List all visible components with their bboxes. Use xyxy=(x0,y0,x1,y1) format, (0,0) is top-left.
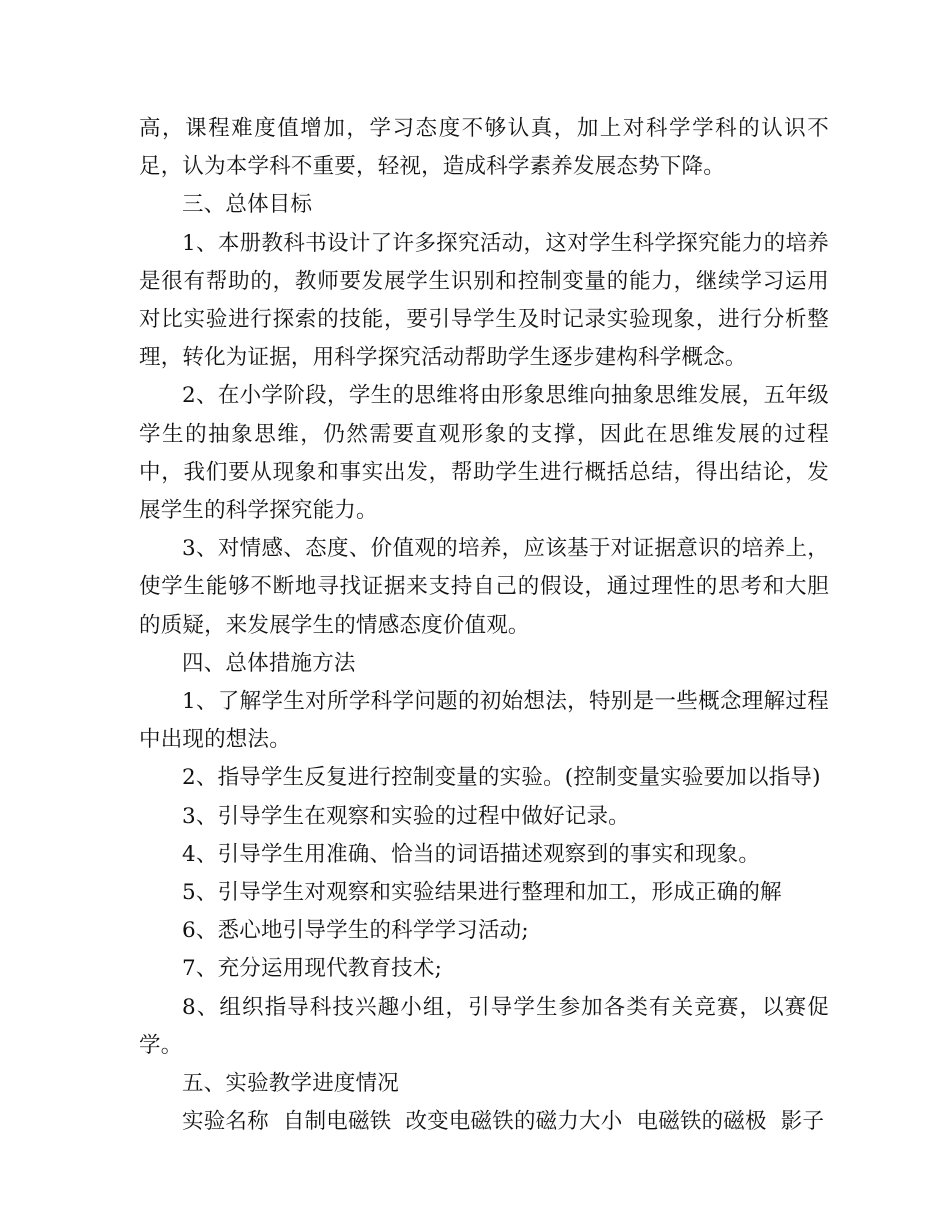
paragraph-measure-4: 4、引导学生用准确、恰当的词语描述观察到的事实和现象。 xyxy=(182,841,761,867)
section-heading-experiment-progress: 五、实验教学进度情况 xyxy=(182,1071,400,1097)
paragraph-measure-3: 3、引导学生在观察和实验的过程中做好记录。 xyxy=(182,803,630,829)
paragraph-goal-3: 3、对情感、态度、价值观的培养，应该基于对证据意识的培养上，使学生能够不断地寻找证据来支持自己的假设，通过理性的思考和大胆的质疑，来发展学生的情感态度价值观。 xyxy=(139,536,829,638)
paragraph-measure-8: 8、组织指导科技兴趣小组，引导学生参加各类有关竞赛，以赛促学。 xyxy=(139,994,829,1058)
paragraph-goal-1: 1、本册教科书设计了许多探究活动，这对学生科学探究能力的培养是很有帮助的，教师要发展学生识别和控制变量的能力，继续学习运用对比实验进行探索的技能，要引导学生及时记录实验现象，进行分析整理，转化为证据，用科学探究活动帮助学生逐步建构科学概念。 xyxy=(139,230,829,371)
paragraph-measure-2: 2、指导学生反复进行控制变量的实验。(控制变量实验要加以指导) xyxy=(182,765,821,791)
paragraph-goal-2: 2、在小学阶段，学生的思维将由形象思维向抽象思维发展，五年级学生的抽象思维，仍然需要直观形象的支撑，因此在思维发展的过程中，我们要从现象和事实出发，帮助学生进行概括总结，得出结论，发展学生的科学探究能力。 xyxy=(139,383,829,524)
paragraph-experiment-list: 实验名称 自制电磁铁 改变电磁铁的磁力大小 电磁铁的磁极 影子 xyxy=(182,1109,825,1135)
paragraph-measure-6: 6、悉心地引导学生的科学学习活动; xyxy=(182,918,529,944)
paragraph-measure-1: 1、了解学生对所学科学问题的初始想法，特别是一些概念理解过程中出现的想法。 xyxy=(139,689,829,753)
document-body xyxy=(139,110,829,1141)
paragraph-intro-continuation: 高，课程难度值增加，学习态度不够认真，加上对科学学科的认识不足，认为本学科不重要，轻视，造成科学素养发展态势下降。 xyxy=(139,116,829,180)
paragraph-measure-5: 5、引导学生对观察和实验结果进行整理和加工，形成正确的解 xyxy=(182,880,782,906)
section-heading-measures: 四、总体措施方法 xyxy=(182,650,356,676)
paragraph-measure-7: 7、充分运用现代教育技术; xyxy=(182,956,443,982)
section-heading-overall-goals: 三、总体目标 xyxy=(182,192,313,218)
